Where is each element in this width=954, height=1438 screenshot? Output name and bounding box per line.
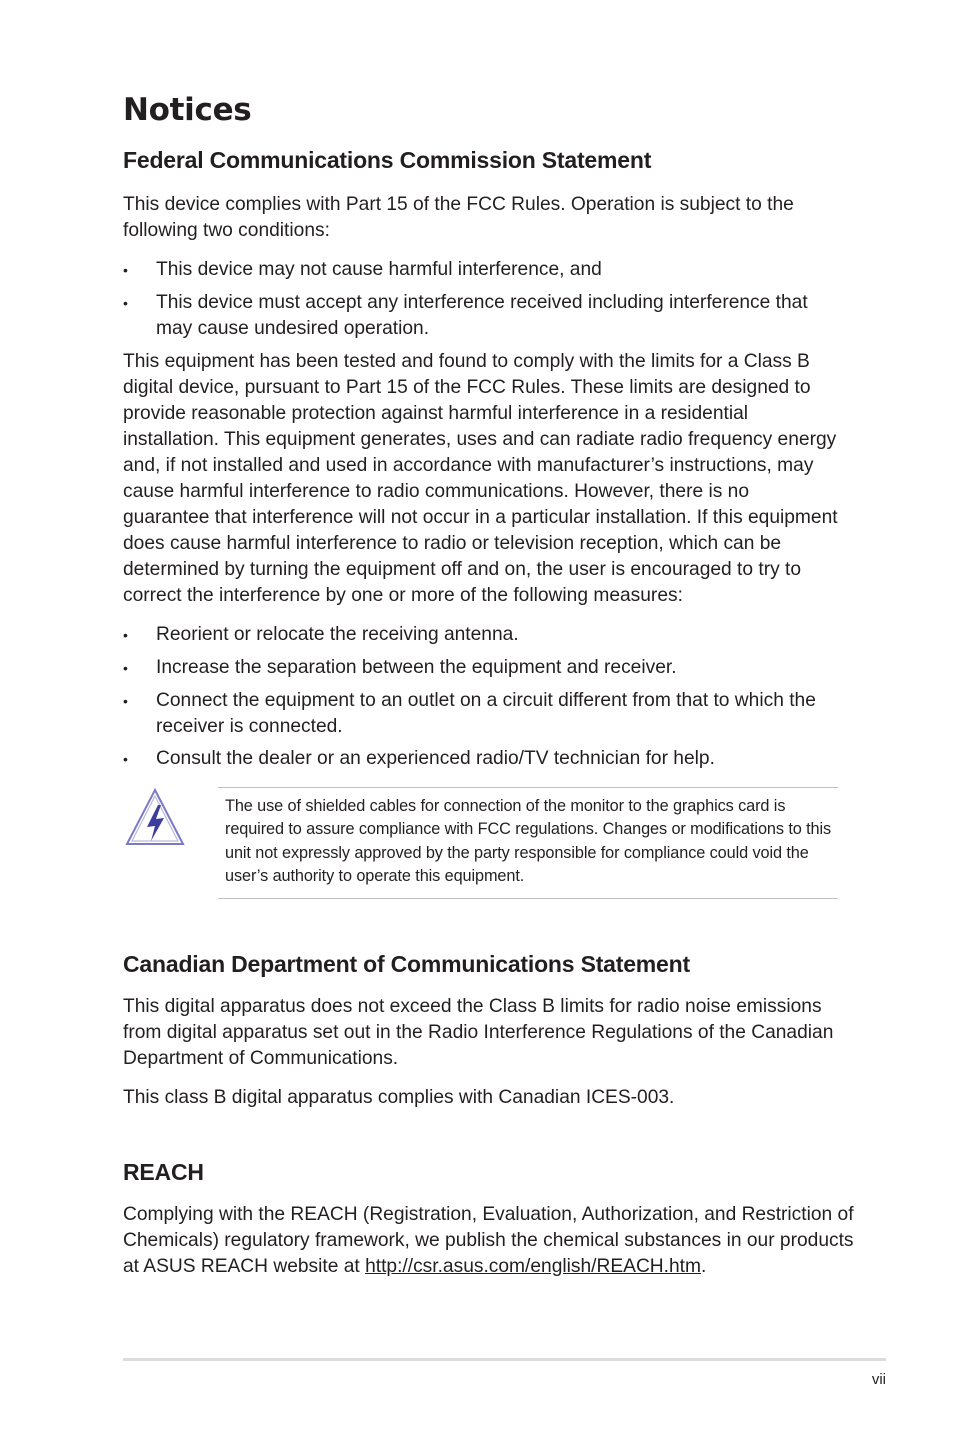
warning-lightning-icon	[124, 787, 186, 849]
compliance-note	[218, 787, 838, 899]
measure-text: Consult the dealer or an experienced radio/TV technician for help.	[156, 748, 715, 769]
fcc-body: This equipment has been tested and found to comply with the limits for a Class B digital device, pursuant to Part 15 of the FCC Rules. These limits are designed to provide reasonable protection against harmful interference in a residential installation. This equipment generates, uses and can radiate radio frequency energy and, if not installed and used in accordance with manufacturer’s instructions, may cause harmful interference to radio communications. However, there is no guarantee that interference will not occur in a particular installation. If this equipment does cause harmful interference to radio or television reception, which can be determined by turning the equipment off and on, the user is encouraged to try to correct the interference by one or more of the following measures:	[123, 351, 838, 606]
fcc-heading: Federal Communications Commission Statement	[123, 147, 652, 173]
list-item	[123, 622, 843, 648]
measure-text: Reorient or relocate the receiving antenna.	[156, 624, 519, 645]
bullet: •	[123, 660, 128, 676]
list-item	[123, 688, 843, 740]
page-title: Notices	[123, 92, 252, 128]
note-text: The use of shielded cables for connection of the monitor to the graphics card is required to assure compliance with FCC regulations. Changes or modifications to this unit not expressly approved by the party responsible for compliance could void the user’s authority to operate this equipment.	[225, 797, 832, 885]
footer-rule	[123, 1358, 886, 1361]
bullet: •	[123, 295, 128, 311]
canada-paragraph-2: This class B digital apparatus complies with Canadian ICES-003.	[123, 1087, 675, 1108]
condition-text: This device may not cause harmful interference, and	[156, 259, 602, 280]
measure-text: Connect the equipment to an outlet on a circuit different from that to which the receiver is connected.	[156, 690, 816, 737]
list-item	[123, 746, 843, 772]
page-number: vii	[871, 1371, 886, 1388]
bullet: •	[123, 693, 128, 709]
reach-text-end: .	[700, 1256, 707, 1277]
list-item	[123, 290, 843, 342]
list-item	[123, 257, 843, 283]
reach-text: Complying with the REACH (Registration, Evaluation, Authorization, and Restriction of Chemicals) regulatory framework, we publish the chemical substances in our products at ASUS REACH website at	[123, 1204, 854, 1277]
reach-heading: REACH	[123, 1159, 204, 1185]
reach-website-link[interactable]: http://csr.asus.com/english/REACH.htm	[365, 1256, 701, 1277]
bullet: •	[123, 262, 128, 278]
condition-text: This device must accept any interference received including interference that may cause undesired operation.	[156, 292, 808, 339]
fcc-intro: This device complies with Part 15 of the FCC Rules. Operation is subject to the following two conditions:	[123, 194, 794, 241]
canada-heading: Canadian Department of Communications Statement	[123, 951, 690, 977]
list-item	[123, 655, 843, 681]
bullet: •	[123, 751, 128, 767]
reach-paragraph	[123, 1202, 858, 1280]
measure-text: Increase the separation between the equipment and receiver.	[156, 657, 677, 678]
bullet: •	[123, 627, 128, 643]
canada-paragraph-1: This digital apparatus does not exceed the Class B limits for radio noise emissions from digital apparatus set out in the Radio Interference Regulations of the Canadian Department of Communications.	[123, 996, 834, 1069]
